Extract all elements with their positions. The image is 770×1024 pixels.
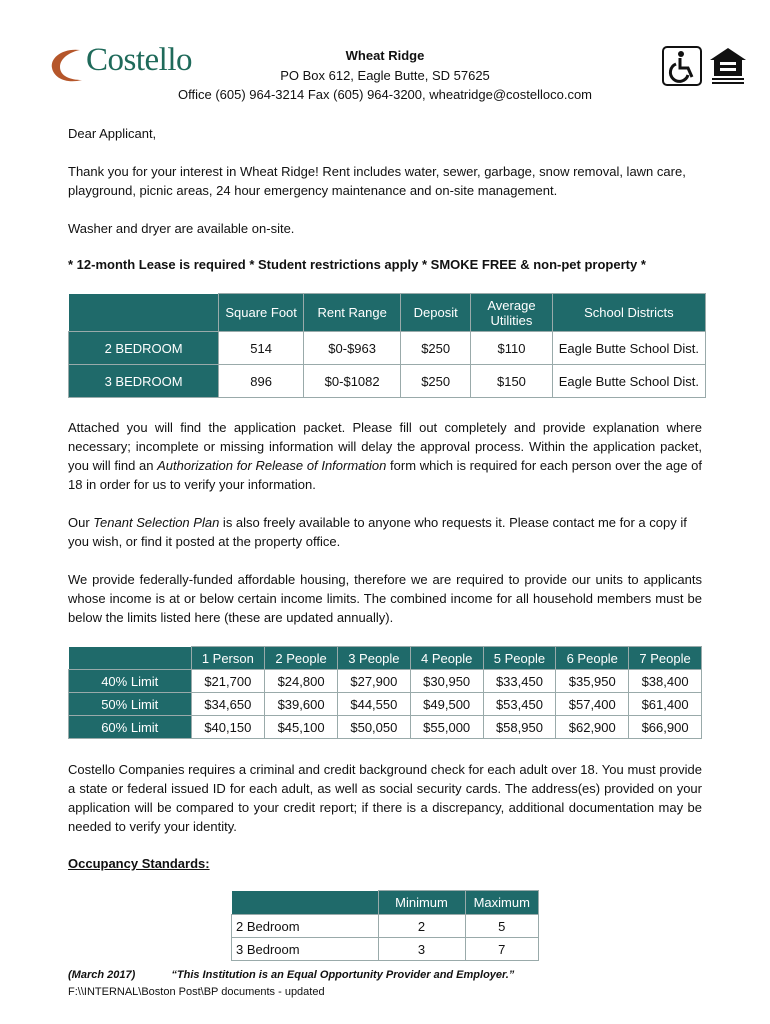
income-header: 2 People — [265, 647, 338, 670]
occupancy-cell: 5 — [465, 915, 539, 938]
occupancy-cell: 7 — [465, 938, 539, 961]
income-cell: $40,150 — [191, 716, 265, 739]
units-header: Deposit — [401, 294, 471, 332]
application-text-2: form which is required for each person over the age of 18 in order for us to verify your information. — [68, 458, 702, 492]
income-cell: $53,450 — [483, 693, 556, 716]
income-header: 7 People — [629, 647, 702, 670]
units-row-label: 2 BEDROOM — [69, 332, 219, 365]
income-limits-table — [68, 646, 702, 739]
units-cell: $250 — [401, 365, 471, 398]
property-contact: Office (605) 964-3214 Fax (605) 964-3200, wheatridge@costelloco.com — [177, 87, 593, 102]
footer-statement — [68, 969, 514, 981]
income-cell: $24,800 — [265, 670, 338, 693]
units-header: Square Foot — [219, 294, 304, 332]
equal-housing-icon — [708, 46, 748, 86]
authorization-form-name: Authorization for Release of Information — [157, 458, 387, 473]
tenant-selection-plan: Tenant Selection Plan — [93, 515, 220, 530]
income-cell: $27,900 — [337, 670, 410, 693]
background-check-paragraph: Costello Companies requires a criminal and credit background check for each adult over 18. You must provide a state or federal issued ID for each adult, as well as social security cards. The address(es) provided on your application will be compared to your credit report; if there is a discrepancy, additional documentation may be needed to verify your identity. — [68, 762, 702, 834]
occupancy-header: Minimum — [378, 891, 465, 915]
income-cell: $33,450 — [483, 670, 556, 693]
units-cell: $110 — [471, 332, 553, 365]
units-cell: $250 — [401, 332, 471, 365]
property-name: Wheat Ridge — [345, 48, 425, 63]
units-cell: $0-$963 — [304, 332, 401, 365]
footer-path: F:\\INTERNAL\Boston Post\BP documents - updated — [68, 986, 325, 998]
intro-paragraph: Thank you for your interest in Wheat Ridge! Rent includes water, sewer, garbage, snow removal, lawn care, playground, picnic areas, 24 hour emergency maintenance and on-site management. — [68, 164, 686, 198]
income-cell: $61,400 — [629, 693, 702, 716]
income-header: 6 People — [556, 647, 629, 670]
costello-mark-icon — [48, 46, 88, 86]
income-corner — [69, 647, 192, 670]
income-cell: $30,950 — [410, 670, 483, 693]
income-header: 4 People — [410, 647, 483, 670]
income-cell: $57,400 — [556, 693, 629, 716]
income-row-label: 50% Limit — [69, 693, 192, 716]
income-row-label: 40% Limit — [69, 670, 192, 693]
income-cell: $58,950 — [483, 716, 556, 739]
occupancy-table — [231, 890, 539, 961]
income-header: 3 People — [337, 647, 410, 670]
units-cell: 514 — [219, 332, 304, 365]
units-cell: $0-$1082 — [304, 365, 401, 398]
income-cell: $66,900 — [629, 716, 702, 739]
units-cell: Eagle Butte School Dist. — [552, 365, 705, 398]
units-row-label: 3 BEDROOM — [69, 365, 219, 398]
footer-date: (March 2017) — [68, 969, 136, 981]
units-corner — [69, 294, 219, 332]
income-cell: $62,900 — [556, 716, 629, 739]
income-cell: $45,100 — [265, 716, 338, 739]
greeting: Dear Applicant, — [68, 126, 157, 141]
plan-text-2: is also freely available to anyone who requests it. Please contact me for a copy if you wish, or find it posted at the property office. — [68, 515, 687, 549]
occupancy-title: Occupancy Standards: — [68, 856, 210, 871]
units-table — [68, 293, 706, 398]
units-cell: $150 — [471, 365, 553, 398]
plan-paragraph — [68, 513, 702, 551]
income-cell: $50,050 — [337, 716, 410, 739]
occupancy-header: Maximum — [465, 891, 539, 915]
income-paragraph: We provide federally-funded affordable housing, therefore we are required to provide our units to applicants whose income is at or below certain income limits. The combined income for all household members must be below the limits listed here (these are updated annually). — [68, 572, 702, 625]
units-header: School Districts — [552, 294, 705, 332]
eop-statement: “This Institution is an Equal Opportunity Provider and Employer.” — [171, 969, 515, 981]
occupancy-cell: 3 — [378, 938, 465, 961]
logo-text: Costello — [86, 42, 193, 78]
units-header: Average Utilities — [471, 294, 553, 332]
income-cell: $21,700 — [191, 670, 265, 693]
income-cell: $34,650 — [191, 693, 265, 716]
income-header: 1 Person — [191, 647, 265, 670]
income-cell: $38,400 — [629, 670, 702, 693]
units-header: Rent Range — [304, 294, 401, 332]
washer-paragraph: Washer and dryer are available on-site. — [68, 221, 295, 236]
lease-notice: * 12-month Lease is required * Student restrictions apply * SMOKE FREE & non-pet property * — [68, 257, 646, 272]
occupancy-cell: 2 — [378, 915, 465, 938]
occupancy-row-label: 2 Bedroom — [232, 915, 379, 938]
units-cell: Eagle Butte School Dist. — [552, 332, 705, 365]
accessibility-icon — [662, 46, 702, 86]
plan-text-1: Our — [68, 515, 94, 530]
income-cell: $49,500 — [410, 693, 483, 716]
units-cell: 896 — [219, 365, 304, 398]
income-cell: $35,950 — [556, 670, 629, 693]
application-text-1: Attached you will find the application packet. Please fill out completely and provide explanation where necessary; incomplete or missing information will delay the approval process. Within the application packet, you will find an — [68, 420, 702, 473]
income-cell: $39,600 — [265, 693, 338, 716]
income-header: 5 People — [483, 647, 556, 670]
income-cell: $44,550 — [337, 693, 410, 716]
income-cell: $55,000 — [410, 716, 483, 739]
occupancy-corner — [232, 891, 379, 915]
property-address: PO Box 612, Eagle Butte, SD 57625 — [280, 68, 490, 83]
income-row-label: 60% Limit — [69, 716, 192, 739]
occupancy-row-label: 3 Bedroom — [232, 938, 379, 961]
application-paragraph — [68, 418, 702, 494]
